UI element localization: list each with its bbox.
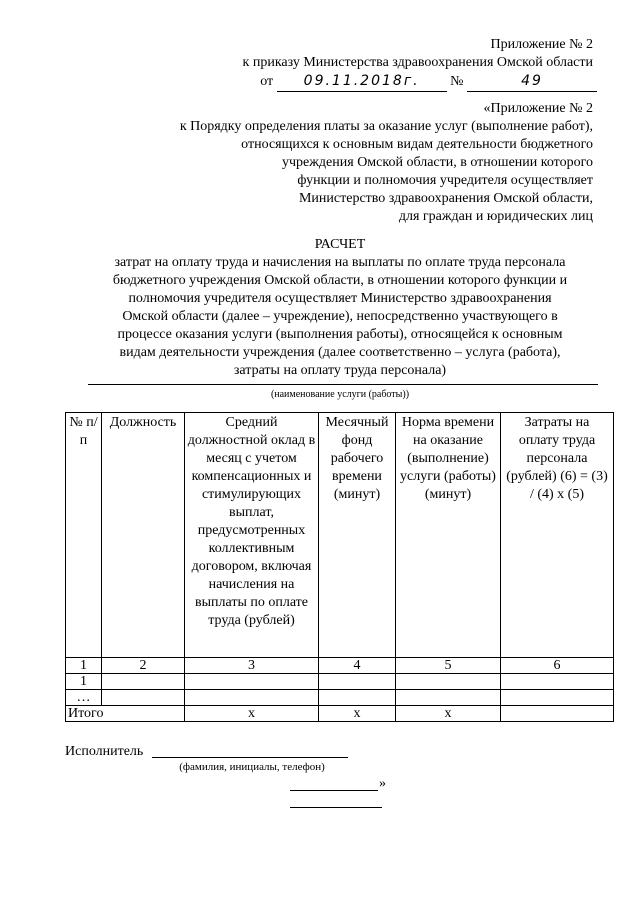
- table-cell: [319, 674, 396, 690]
- sub-header-line: функции и полномочия учредителя осуществляет: [297, 173, 593, 188]
- table-cell: 4: [319, 658, 396, 674]
- subtitle-line: видам деятельности учреждения (далее соответственно – услуга (работа),: [119, 345, 561, 360]
- col-header-position: Должность: [102, 413, 185, 658]
- table-cell: …: [66, 690, 102, 706]
- subtitle-line: Омской области (далее – учреждение), непосредственно участвующего в: [122, 309, 558, 324]
- col-header-salary: Средний должностной оклад в месяц с учетом компенсационных и стимулирующих выплат, предусмотренных коллективным договором, включая начисления на выплаты по оплате труда (рублей): [185, 413, 319, 658]
- number-label: №: [450, 74, 464, 89]
- service-name-caption: (наименование услуги (работы)): [270, 389, 410, 400]
- table-cell: 6: [501, 658, 614, 674]
- service-name-line: [88, 384, 598, 385]
- executor-caption: (фамилия, инициалы, телефон): [179, 761, 325, 773]
- table-cell: [501, 674, 614, 690]
- subtitle-line: процессе оказания услуги (выполнения работы), относящейся к основным: [117, 327, 563, 342]
- sub-header-line: учреждения Омской области, в отношении которого: [282, 155, 593, 170]
- bottom-line: [290, 807, 382, 808]
- table-cell: [102, 674, 185, 690]
- table-cell: 1: [66, 658, 102, 674]
- table-row: [66, 690, 614, 706]
- order-reference: к приказу Министерства здравоохранения Омской области: [242, 55, 593, 70]
- column-number-row: [66, 658, 614, 674]
- table-cell: х: [319, 706, 396, 722]
- sub-header-line: относящихся к основным видам деятельности бюджетного: [241, 137, 593, 152]
- table-cell: 2: [102, 658, 185, 674]
- col-header-work-time: Месячный фонд рабочего времени (минут): [319, 413, 396, 658]
- sub-header-line: для граждан и юридических лиц: [398, 209, 593, 224]
- subtitle-line: затрат на оплату труда и начисления на выплаты по оплате труда персонала: [114, 255, 566, 270]
- table-cell: 3: [185, 658, 319, 674]
- table-cell: [185, 674, 319, 690]
- table-cell: [396, 690, 501, 706]
- col-header-number: № п/п: [66, 413, 102, 658]
- total-row: [66, 706, 614, 722]
- sub-header-line: к Порядку определения платы за оказание услуг (выполнение работ),: [179, 119, 593, 134]
- cost-table: [65, 412, 614, 722]
- subtitle-line: затраты на оплату труда персонала): [233, 363, 447, 378]
- table-cell: [501, 706, 614, 722]
- order-date-line: [260, 72, 597, 92]
- col-header-time-norm: Норма времени на оказание (выполнение) услуги (работы) (минут): [396, 413, 501, 658]
- subtitle-line: полномочия учредителя осуществляет Министерство здравоохранения: [128, 291, 552, 306]
- table-cell: х: [185, 706, 319, 722]
- order-date: 09.11.2018г.: [303, 73, 420, 89]
- subtitle-line: бюджетного учреждения Омской области, в отношении которого функции и: [112, 273, 568, 288]
- table-cell: [396, 674, 501, 690]
- sub-header-line: «Приложение № 2: [483, 101, 593, 116]
- appendix-label: Приложение № 2: [490, 37, 593, 52]
- table-header-row: [66, 413, 614, 658]
- from-label: от: [260, 74, 274, 89]
- closing-quote: »: [379, 776, 386, 791]
- total-label: Итого: [66, 706, 185, 722]
- table-cell: 1: [66, 674, 102, 690]
- table-cell: 5: [396, 658, 501, 674]
- document-subtitle: [0, 254, 640, 380]
- document-title: РАСЧЕТ: [314, 237, 366, 252]
- sub-header-line: Министерство здравоохранения Омской области,: [298, 191, 593, 206]
- executor-line: [152, 757, 348, 758]
- col-header-costs: Затраты на оплату труда персонала (рублей) (6) = (3) / (4) х (5): [501, 413, 614, 658]
- table-cell: х: [396, 706, 501, 722]
- sub-header: [180, 100, 593, 226]
- table-cell: [319, 690, 396, 706]
- executor-label: Исполнитель: [65, 744, 144, 759]
- order-number: 49: [521, 73, 543, 89]
- table-cell: [501, 690, 614, 706]
- table-cell: [185, 690, 319, 706]
- table-cell: [102, 690, 185, 706]
- table-row: [66, 674, 614, 690]
- signature-line: [290, 790, 378, 791]
